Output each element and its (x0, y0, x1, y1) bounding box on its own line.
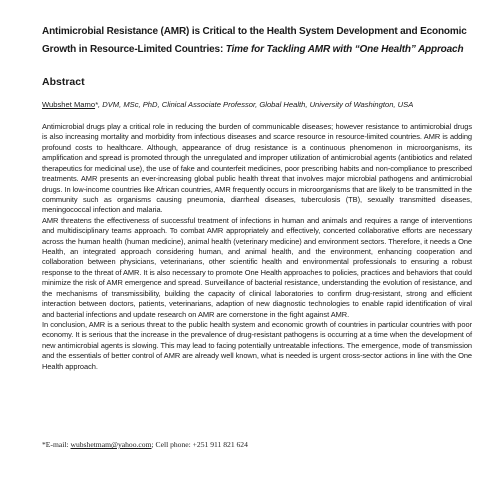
correspondence-footnote (42, 439, 472, 451)
title-subtitle: Time for Tackling AMR with “One Health” Approach (225, 44, 464, 55)
abstract-body (42, 122, 472, 372)
abstract-paragraph-3: In conclusion, AMR is a serious threat to the public health system and economic growth of countries in particular countries with poor economy. It is serious that the increase in the prevalence of drug-resistant pathogens is occurring at a time when the development of new antimicrobial agents is slowing. This may lead to facing potentially untreatable infections. The emergence, mode of transmission and the essentials of better control of AMR are already well known, what is needed is urgent cross-sector actions in line with the One Health approach. (42, 320, 472, 371)
footnote-email-label: *E-mail: (42, 440, 71, 449)
footnote-email-link[interactable]: wubshetmam@yahoo.com (70, 440, 152, 449)
title-main: Antimicrobial Resistance (AMR) is Critical to the Health System Development and Economic Growth in Resource-Limited Countries: (42, 26, 467, 55)
author-line (42, 99, 472, 111)
paper-title (42, 23, 472, 59)
author-affiliation: *, DVM, MSc, PhD, Clinical Associate Professor, Global Health, University of Washington, USA (95, 100, 414, 109)
author-name: Wubshet Mamo (42, 100, 96, 109)
abstract-paragraph-1: Antimicrobial drugs play a critical role in reducing the burden of communicable diseases; however resistance to antimicrobial drugs is also increasing mortality and morbidity from infectious diseases and scarce resource in resource-limited countries. AMR is adding profound costs to healthcare. Although, appearance of drug resistance is a continuous phenomenon in microorganisms, its amplification and spread is promoted through the unregulated and improper utilization of antimicrobial agents (antibiotics and related therapeutics for medicinal use), the use of fake and counterfeit medicines, poor prescribing habits and non-compliance to prescribed treatments. AMR presents an ever-increasing global public health threat that involves major microbial pathogens and antimicrobial drugs. In low-income countries like African countries, AMR frequently occurs in microorganisms that are likely to be transmitted in the community such as organisms causing pneumonia, diarrheal diseases, tuberculosis (TB), sexually transmitted diseases, meningococcal infection and malaria. (42, 122, 472, 215)
footnote-phone: ; Cell phone: +251 911 821 624 (151, 440, 248, 449)
abstract-heading: Abstract (42, 76, 85, 88)
abstract-paragraph-2: AMR threatens the effectiveness of successful treatment of infections in human and animals and requires a range of interventions and multidisciplinary teams approach. To combat AMR appropriately and effectively, concerted collaborative efforts are necessary across the human health (human medicine), animal health (veterinary medicine) and environment sectors. Therefore, it needs a One Health, an integrated approach considering human, and animal health, and the environment, enhancing cooperation and collaboration between physicians, veterinarians, other scientific health and environmental professionals to ensuring a robust response to the threat of AMR. It is also necessary to promote One Health approaches to policies, practices and behaviors that could minimize the risk of AMR emergence and spread. Surveillance of bacterial resistance, understanding the evolution of resistance, and the mechanisms of transmissibility, building the capacity of clinical laboratories to confirm drug-resistant, strong and efficient interaction between doctors, patients, veterinarians, adaption of new diagnostic technologies to enable rapid identification of viral and bacterial infections and update research on AMR are cornerstone in the fight against AMR. (42, 215, 472, 319)
